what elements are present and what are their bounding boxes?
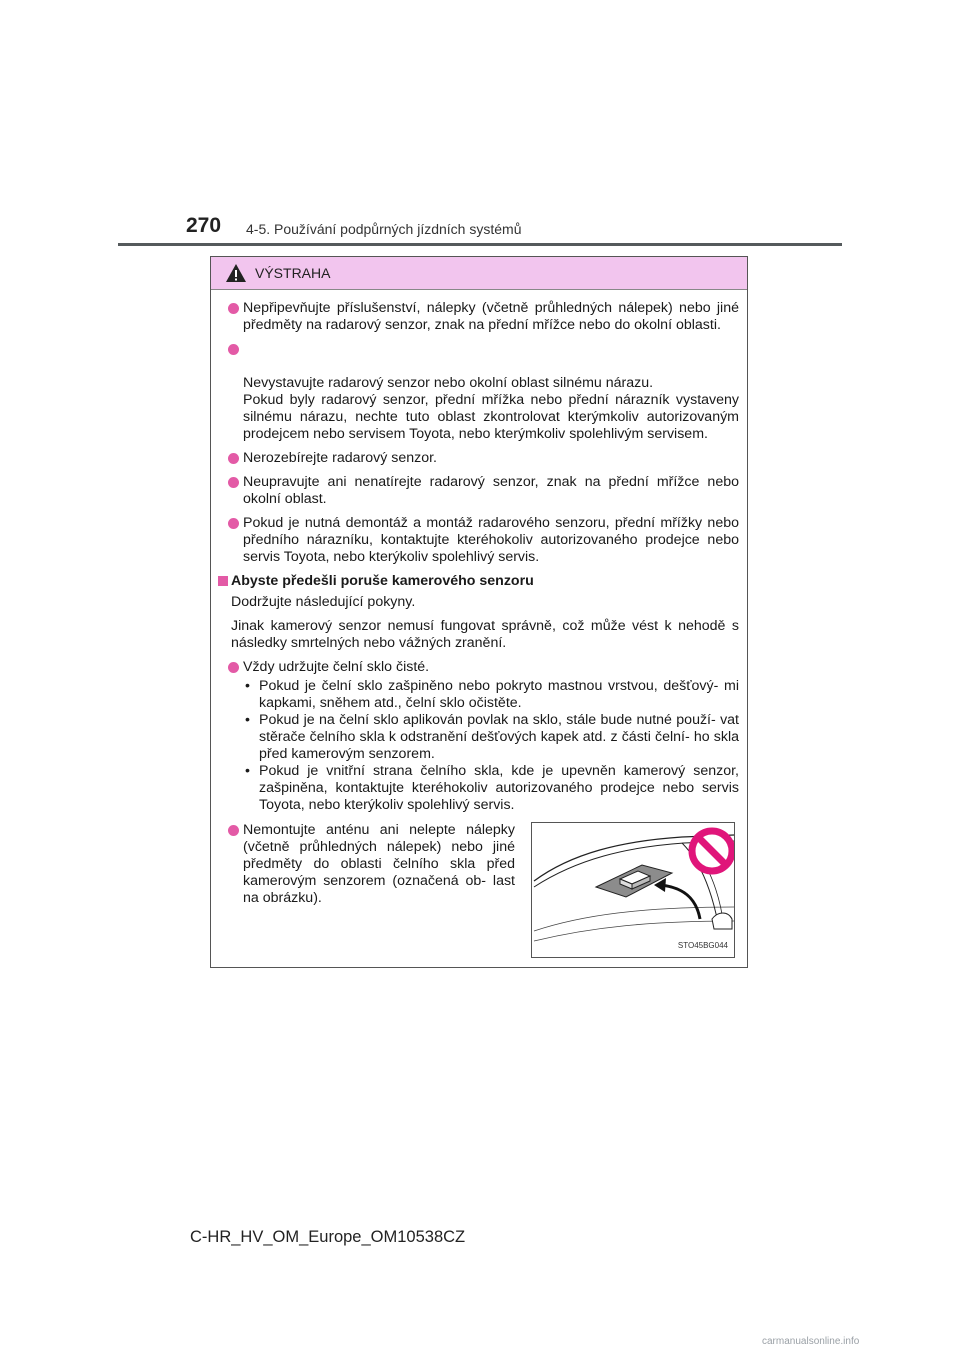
bullet-dot-icon (228, 303, 239, 314)
camera-subitem (215, 712, 741, 763)
bullet-dot-icon (228, 477, 239, 488)
bullet-dot-icon (228, 344, 239, 355)
figure-code: STO45BG044 (677, 941, 728, 950)
camera-intro-1: Dodržujte následující pokyny. (231, 594, 416, 610)
camera-intro-2: Jinak kamerový senzor nemusí fungovat správně, což může vést k nehodě s následky smrtelných nebo vážných zranění. (231, 618, 739, 651)
warning-box (210, 256, 748, 968)
warning-bullet (215, 515, 741, 566)
sub-bullet-mark: • (245, 763, 250, 779)
camera-section-heading (215, 573, 741, 590)
warning-header (211, 257, 747, 290)
subitem-text: Pokud je na čelní sklo aplikován povlak na sklo, stále bude nutné použí- vat stěrače čelního skla k odstranění dešťových kapek atd. z části čelní- ho skla před kamerovým senzorem. (259, 712, 739, 762)
warning-bullet (215, 474, 741, 508)
header-rule (118, 243, 842, 246)
sub-bullet-mark: • (245, 678, 250, 694)
bullet-text: Nerozebírejte radarový senzor. (243, 450, 437, 466)
page-number: 270 (186, 214, 222, 237)
bullet-text: Nemontujte anténu ani nelepte nálepky (včetně průhledných nálepek) nebo jiné předměty do oblasti čelního skla před kamerovým senzorem (označená ob- last na obrázku). (243, 822, 515, 906)
bullet-text: Pokud je nutná demontáž a montáž radarového senzoru, přední mřížky nebo předního nárazníku, kontaktujte kteréhokoliv autorizovaného prodejce nebo servis Toyota, nebo kterýkoliv spolehlivý servis. (243, 515, 739, 565)
camera-last-row (215, 822, 741, 950)
bullet-dot-icon (228, 825, 239, 836)
warning-bullet (215, 450, 741, 467)
subitem-text: Pokud je vnitřní strana čelního skla, kde je upevněn kamerový senzor, zašpiněna, kontaktujte kteréhokoliv autorizovaného prodejce nebo servis Toyota, nebo kterýkoliv spolehlivý servis. (259, 763, 739, 813)
section-square-icon (218, 576, 228, 586)
watermark: carmanualsonline.info (762, 1336, 860, 1347)
bullet-dot-icon (228, 518, 239, 529)
warning-bullet (215, 300, 741, 334)
bullet-text: Nepřipevňujte příslušenství, nálepky (včetně průhledných nálepek) nebo jiné předměty na radarový senzor, znak na přední mřížce nebo do okolní oblasti. (243, 300, 739, 333)
camera-bullet (215, 822, 517, 907)
footer-doc-id: C-HR_HV_OM_Europe_OM10538CZ (190, 1228, 466, 1246)
subitem-text: Pokud je čelní sklo zašpiněno nebo pokryto mastnou vrstvou, dešťový- mi kapkami, sněhem atd., čelní sklo očistěte. (259, 678, 739, 711)
windshield-illustration (531, 822, 735, 958)
camera-heading-text: Abyste předešli poruše kamerového senzoru (231, 573, 534, 589)
warning-body (211, 290, 747, 967)
warning-bullet (215, 341, 741, 443)
camera-subitem (215, 678, 741, 712)
bullet-text: Neupravujte ani nenatírejte radarový senzor, znak na přední mřížce nebo okolní oblast. (243, 474, 739, 507)
warning-triangle-icon (225, 263, 247, 283)
warning-title: VÝSTRAHA (255, 265, 331, 281)
camera-subitem (215, 763, 741, 814)
bullet-text: Nevystavujte radarový senzor nebo okolní oblast silnému nárazu. Pokud byly radarový senzor, přední mřížka nebo přední nárazník vystaveny silnému nárazu, nechte tuto oblast zkontrolovat kterýmkoliv autorizovaným prodejcem nebo servisem Toyota, nebo kterýmkoliv spolehlivým servisem. (243, 375, 739, 442)
section-title: 4-5. Používání podpůrných jízdních systémů (246, 221, 522, 237)
sub-bullet-mark: • (245, 712, 250, 728)
bullet-text: Vždy udržujte čelní sklo čisté. (243, 659, 430, 675)
bullet-dot-icon (228, 453, 239, 464)
bullet-dot-icon (228, 662, 239, 673)
camera-bullet (215, 659, 741, 676)
